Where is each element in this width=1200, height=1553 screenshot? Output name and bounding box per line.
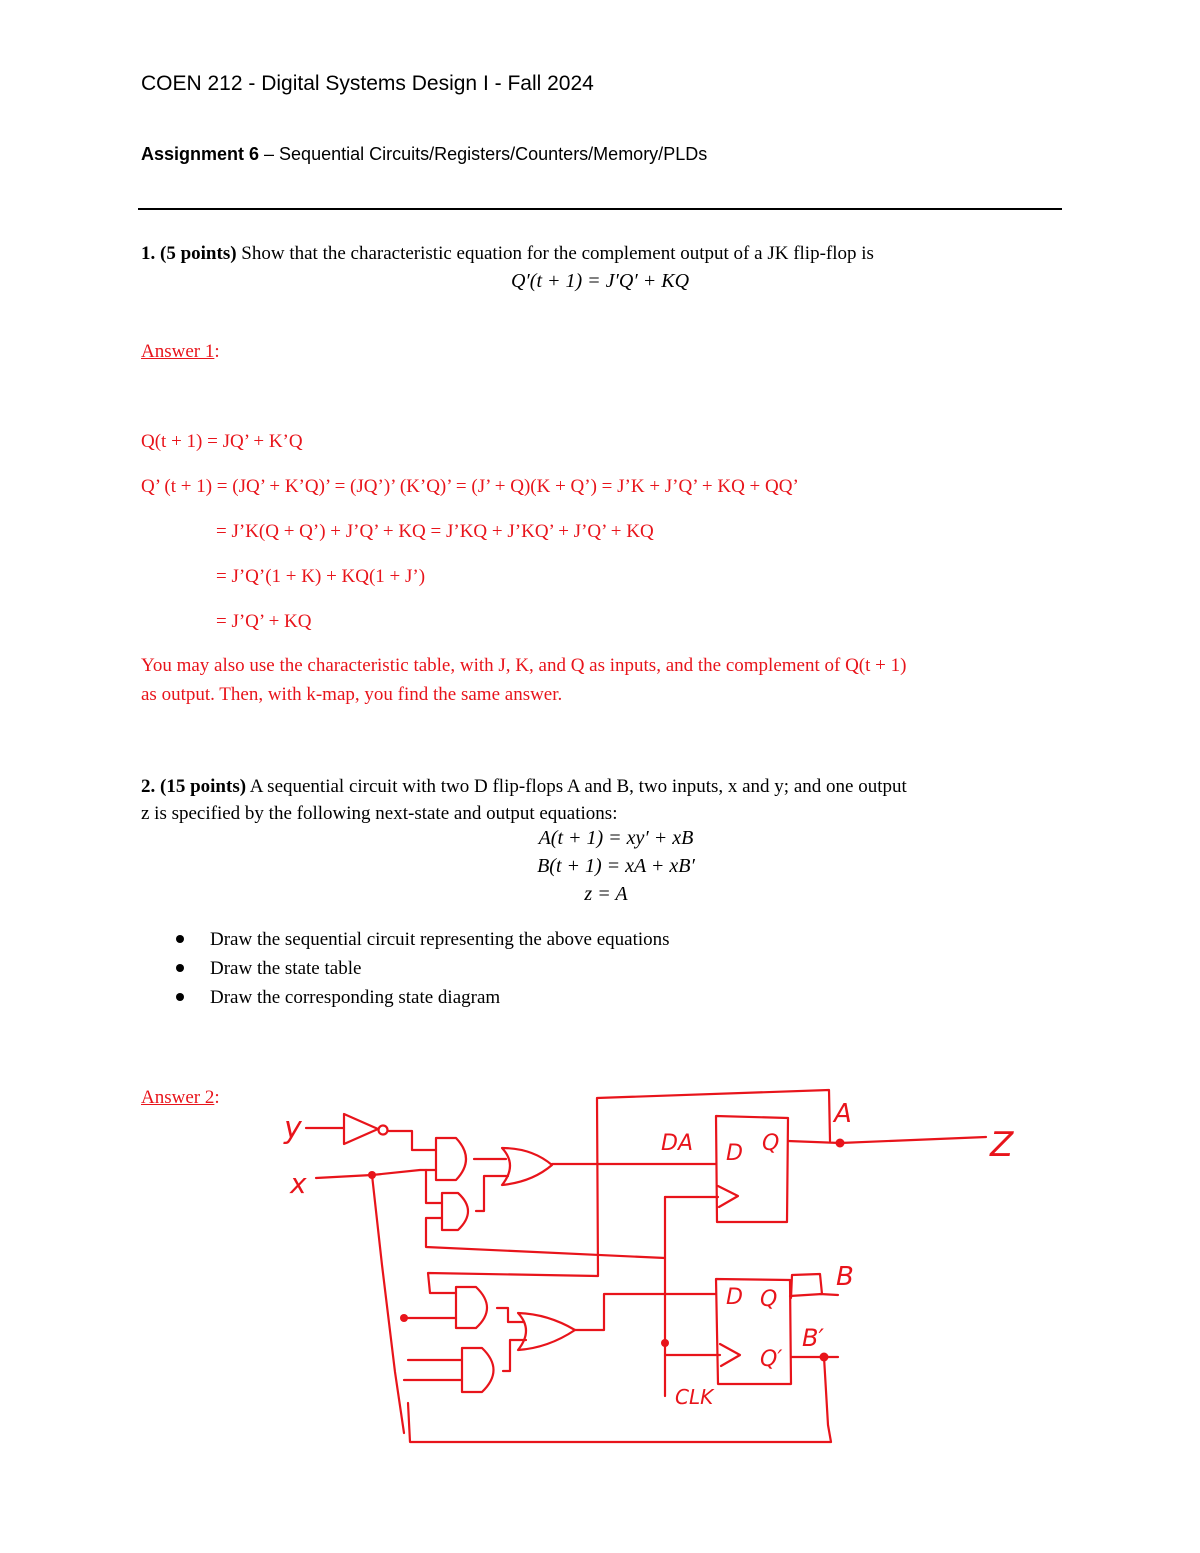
wire-x-vertical [372, 1175, 404, 1433]
or-gate-1 [502, 1148, 552, 1185]
label-q-top: Q [762, 1131, 780, 1156]
and-gate-1 [436, 1138, 466, 1180]
wire-b-out [820, 1294, 838, 1295]
course-title: COEN 212 - Digital Systems Design I - Fall 2024 [141, 72, 594, 95]
assignment-label: Assignment 6 [141, 144, 260, 164]
clock-b-triangle [720, 1344, 740, 1366]
wire-q-b-out [790, 1274, 822, 1298]
answer-1-line-5: = J’Q’ + KQ [216, 611, 312, 632]
q1-points: (5 points) [160, 243, 237, 264]
wire-q-to-z [788, 1137, 986, 1143]
q2-number: 2. [141, 776, 156, 797]
q2-text-line-1: A sequential circuit with two D flip-flops A and B, two inputs, x and y; and one output [246, 776, 907, 797]
answer-1-note-line-1: You may also use the characteristic table, with J, K, and Q as inputs, and the complement of Q(t + 1) [141, 655, 907, 676]
or-gate-2 [518, 1313, 575, 1350]
not-bubble [379, 1126, 388, 1135]
answer-1-line-1: Q(t + 1) = JQ’ + K’Q [141, 431, 303, 452]
q1-equation: Q′(t + 1) = J′Q′ + KQ [510, 270, 690, 292]
label-a: A [834, 1099, 852, 1129]
junction-dot [400, 1314, 408, 1322]
q2-equation-3: z = A [584, 883, 628, 905]
label-qbar-bottom: Q′ [760, 1347, 783, 1372]
and-gate-3 [456, 1287, 487, 1328]
answer-1-note-line-2: as output. Then, with k-map, you find the same answer. [141, 684, 563, 705]
answer-1-label: Answer 1 [141, 341, 215, 362]
wire-a-feedback [428, 1090, 830, 1293]
label-y: y [284, 1111, 302, 1146]
q2-equation-1: A(t + 1) = xy′ + xB [538, 827, 694, 849]
junction-dot [368, 1171, 376, 1179]
wire-x [316, 1170, 436, 1178]
label-bbar: B′ [802, 1324, 824, 1352]
label-x: x [290, 1167, 307, 1200]
and-gate-4 [462, 1348, 494, 1392]
not-gate [344, 1114, 378, 1144]
bullet-text: Draw the state table [210, 958, 362, 979]
label-q-bottom: Q [760, 1287, 778, 1312]
q1-number: 1. [141, 243, 156, 264]
answer-2-colon: : [214, 1087, 220, 1108]
label-clk: CLK [675, 1385, 714, 1409]
bullet-text: Draw the corresponding state diagram [210, 987, 501, 1008]
wire-or2-db [575, 1294, 716, 1330]
bullet-text: Draw the sequential circuit representing the above equations [210, 929, 670, 950]
label-d-bottom: D [726, 1285, 743, 1310]
label-da: DA [661, 1131, 693, 1156]
q1-text: Show that the characteristic equation for the complement output of a JK flip-flop is [236, 243, 874, 264]
wire-and2-or1 [476, 1176, 508, 1211]
answer-2-label: Answer 2 [141, 1087, 215, 1108]
answer-1-line-2: Q’ (t + 1) = (JQ’ + K’Q)’ = (JQ’)’ (K’Q)’ = (J’ + Q)(K + Q’) = J’K + J’Q’ + KQ + QQ’ [141, 476, 799, 497]
wire-b-to-and2 [426, 1218, 665, 1343]
q2-equation-2: B(t + 1) = xA + xB′ [537, 855, 695, 877]
wire-x-to-and2 [426, 1170, 442, 1203]
answer-1-line-4: = J’Q’(1 + K) + KQ(1 + J’) [216, 566, 426, 587]
q2-points: (15 points) [160, 776, 247, 797]
clock-a-triangle [718, 1186, 738, 1207]
assignment-title: – Sequential Circuits/Registers/Counters/Memory/PLDs [259, 144, 708, 164]
answer-1-colon: : [214, 341, 220, 362]
question-2-line-2: z is specified by the following next-state and output equations: [141, 803, 618, 824]
label-b: B [836, 1262, 854, 1292]
junction-dot [661, 1339, 669, 1347]
answer-1-line-3: = J’K(Q + Q’) + J’Q’ + KQ = J’KQ + J’KQ’ + J’Q’ + KQ [216, 521, 654, 542]
label-d-top: D [726, 1141, 743, 1166]
and-gate-2 [442, 1193, 468, 1230]
label-z: Z [990, 1125, 1014, 1165]
junction-dot [820, 1353, 829, 1362]
junction-dot [836, 1139, 845, 1148]
wire-not-out [388, 1131, 436, 1150]
